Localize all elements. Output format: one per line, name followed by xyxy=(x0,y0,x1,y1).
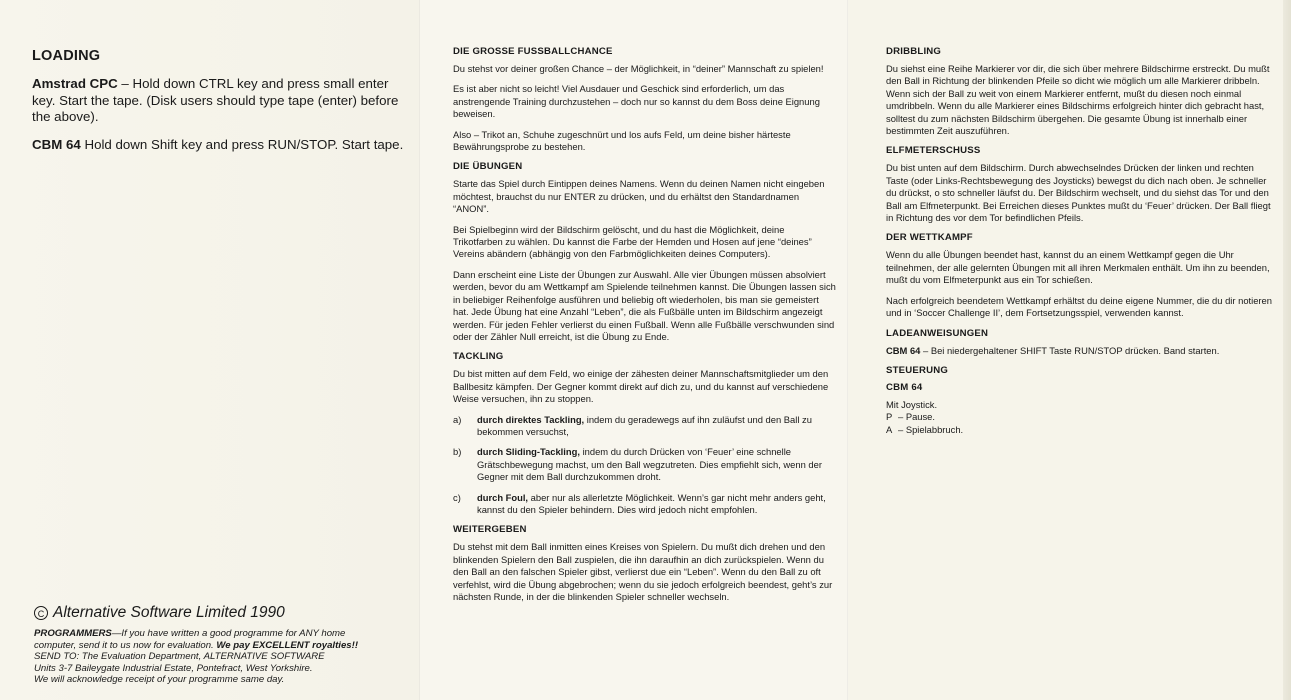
uebungen-paragraph-1: Starte das Spiel durch Eintippen deines Namens. Wenn du deinen Namen nicht eingeben möchtest, brauchst du nur ENTER zu drücken, und du erhältst den Standardnamen “ANON”. xyxy=(453,178,825,215)
controls-intro: Mit Joystick. xyxy=(886,398,938,410)
control-description: – Spielabbruch. xyxy=(898,423,964,435)
section-heading-ladeanweisungen: LADEANWEISUNGEN xyxy=(886,327,989,339)
wettkampf-paragraph-1: Wenn du alle Übungen beendet hast, kannst du an einem Wettkampf gegen die Uhr teilnehmen, der alle gelernten Übungen mit all ihren Merkmalen enthält. Um ihn zu beenden, mußt du vom Elfmeterpunkt aus ein Tor schießen. xyxy=(886,249,1270,286)
programmers-line-2-start: computer, send it to us now for evaluation. xyxy=(34,639,217,651)
amstrad-label: Amstrad CPC xyxy=(32,76,118,91)
programmers-label: PROGRAMMERS xyxy=(34,628,112,639)
uebungen-paragraph-2: Bei Spielbeginn wird der Bildschirm gelöscht, und du hast die Möglichkeit, deine Trikotfarben zu wählen. Du kannst die Farbe der Hemden und Hosen auf jene “deines” Vereins abändern (abhängig von den Farbmöglichkeiten deines Computers). xyxy=(453,223,812,260)
list-marker: c) xyxy=(453,491,461,503)
cbm-instructions xyxy=(32,137,406,154)
steuerung-subheading: CBM 64 xyxy=(886,381,923,393)
tackling-option-b-text: indem du durch Drücken von ‘Feuer’ eine schnelle Grätschbewegung machst, um den Ball wegzutreten. Dies empfiehlt sich, wenn der Gegner mit dem Ball durchzukommen droht. xyxy=(477,446,822,483)
section-heading-fussballchance: DIE GROSSE FUSSBALLCHANCE xyxy=(453,46,613,57)
list-marker: b) xyxy=(453,446,462,458)
intro-paragraph-2: Es ist aber nicht so leicht! Viel Ausdauer und Geschick sind erforderlich, um das anstrengende Training durchzustehen – doch nur so kannst du dem Boss deine Eignung beweisen. xyxy=(453,83,820,120)
tackling-option-c-text: aber nur als allerletzte Möglichkeit. Wenn’s gar nicht mehr anders geht, kannst du den Spieler behindern. Dies wird jedoch nicht empfohlen. xyxy=(477,491,826,515)
copyright-icon: C xyxy=(34,606,48,620)
tackling-option-c-title: durch Foul, xyxy=(477,491,529,503)
lade-paragraph xyxy=(886,345,1273,357)
cbm-text: Hold down Shift key and press RUN/STOP. Start tape. xyxy=(80,136,404,152)
tackling-option-b-title: durch Sliding-Tackling, xyxy=(477,446,580,458)
uebungen-paragraph-3: Dann erscheint eine Liste der Übungen zur Auswahl. Alle vier Übungen müssen absolviert werden, bevor du am Wettkampf am Spielende teilnehmen kannst. Die Übungen lassen sich in beliebiger Reihenfolge ausführen und beliebig oft wiederholen, bis man sie gemeistert hat. Jede Übung hat eine Anzahl “Leben”, die als Fußbälle unten im Bildschirm angezeigt werden. Für jeden Fehler verlierst du einen Fußball. Wenn alle Fußbälle verschwunden sind oder der Zähler Null erreicht, ist die Übung zu Ende. xyxy=(453,268,836,342)
amstrad-instructions xyxy=(32,76,406,126)
left-panel xyxy=(0,0,420,700)
copyright-text: Alternative Software Limited 1990 xyxy=(53,604,285,621)
cbm-label: CBM 64 xyxy=(32,136,81,152)
section-heading-steuerung: STEUERUNG xyxy=(886,364,949,376)
section-heading-elfmeterschuss: ELFMETERSCHUSS xyxy=(886,145,981,157)
weitergeben-paragraph-1: Du stehst mit dem Ball inmitten eines Kreises von Spielern. Du mußt dich drehen und den blinkenden Spielern den Ball zuspielen, die ihn daraufhin an dich zurückspielen. Wenn du den Ball an den falschen Spieler gibst, verlierst due ein “Leben”. Wenn du den Ball zu oft verfehlst, wird die Übung abgebrochen; wenn du sie jedoch erfolgreich beendest, geht’s zur nächsten Runde, in der die blinkenden Spieler schneller wechseln. xyxy=(453,541,833,602)
programmers-line-3: SEND TO: The Evaluation Department, ALTERNATIVE SOFTWARE xyxy=(34,651,325,663)
lade-text: – Bei niedergehaltener SHIFT Taste RUN/STOP drücken. Band starten. xyxy=(920,344,1220,356)
programmers-line-2-bold: We pay EXCELLENT royalties!! xyxy=(216,639,359,651)
section-heading-tackling: TACKLING xyxy=(453,351,504,363)
right-panel xyxy=(848,0,1291,700)
section-heading-uebungen: DIE ÜBUNGEN xyxy=(453,161,523,173)
intro-paragraph-1: Du stehst vor deiner großen Chance – der Möglichkeit, in “deiner” Mannschaft zu spielen! xyxy=(453,63,824,74)
tackling-option-a-title: durch direktes Tackling, xyxy=(477,413,585,425)
list-marker: a) xyxy=(453,413,462,425)
copyright-block xyxy=(34,604,414,686)
tackling-option-a-text: indem du geradewegs auf ihn zuläufst und den Ball zu bekommen versuchst, xyxy=(477,413,812,437)
amstrad-text: – Hold down CTRL key and press small enter key. Start the tape. (Disk users should type tape (enter) before the above). xyxy=(32,76,399,124)
section-heading-weitergeben: WEITERGEBEN xyxy=(453,524,527,536)
control-abort xyxy=(886,424,1273,436)
dribbling-paragraph-1: Du siehst eine Reihe Markierer vor dir, die sich über mehrere Bildschirme erstreckt. Du mußt den Ball in Richtung der blinkenden Pfeile so dicht wie möglich um alle Markierer dribbeln. Wenn sich der Ball zu weit von einem Markierer entfernt, mußt du diesen noch einmal umdribbeln. Wenn du alle Markierer eines Bildschirms erfolgreich hinter dich gebracht hast, solltest du zum nächsten Bildschirm übergehen. Die gesamte Übung ist innerhalb einer bestimmten Zeit auszuführen. xyxy=(886,63,1270,137)
tackling-option-c xyxy=(453,492,836,517)
middle-panel xyxy=(420,0,848,700)
intro-paragraph-3: Also – Trikot an, Schuhe zugeschnürt und los aufs Feld, um deine bisher härteste Bewährungsprobe zu bestehen. xyxy=(453,128,791,153)
loading-heading: LOADING xyxy=(32,48,101,64)
page-edge xyxy=(1283,0,1291,700)
programmers-line-2 xyxy=(34,640,414,652)
programmers-line-4: Units 3-7 Baileygate Industrial Estate, Pontefract, West Yorkshire. xyxy=(34,662,313,674)
programmers-line-5: We will acknowledge receipt of your programme same day. xyxy=(34,674,285,686)
programmers-line-1-rest: —If you have written a good programme for ANY home xyxy=(111,628,346,639)
control-pause xyxy=(886,411,1273,423)
lade-label: CBM 64 xyxy=(886,344,921,356)
tackling-option-a xyxy=(453,414,836,439)
control-key: P xyxy=(886,411,893,423)
section-heading-dribbling: DRIBBLING xyxy=(886,46,942,57)
wettkampf-paragraph-2: Nach erfolgreich beendetem Wettkampf erhältst du deine eigene Nummer, die du dir notieren und in ‘Soccer Challenge II’, dem Fortsetzungsspiel, verwenden kannst. xyxy=(886,294,1272,319)
tackling-option-b xyxy=(453,446,836,483)
copyright-line xyxy=(34,604,414,622)
programmers-line-1 xyxy=(34,628,414,640)
elfmeter-paragraph-1: Du bist unten auf dem Bildschirm. Durch abwechselndes Drücken der linken und rechten Taste (oder Links-Rechtsbewegung des Joysticks) bewegst du dich nach oben. Je schneller du drückst, o sto schneller läufst du. Der Bildschirm wechselt, und du siehst das Tor und den Ball am Elfmeterpunkt. Bei Erreichen dieses Punktes mußt du ‘Feuer’ drücken. Der Ball fliegt in Richtung des vor dem Tor befindlichen Pfeils. xyxy=(886,162,1271,224)
section-heading-wettkampf: DER WETTKAMPF xyxy=(886,232,973,244)
control-description: – Pause. xyxy=(898,411,936,423)
tackling-paragraph-1: Du bist mitten auf dem Feld, wo einige der zähesten deiner Mannschaftsmitglieder um den Ballbesitz kämpfen. Der Gegner kommt direkt auf dich zu, und du kannst auf verschiedene Weise versuchen, ihn zu stoppen. xyxy=(453,368,829,405)
control-key: A xyxy=(886,423,893,435)
